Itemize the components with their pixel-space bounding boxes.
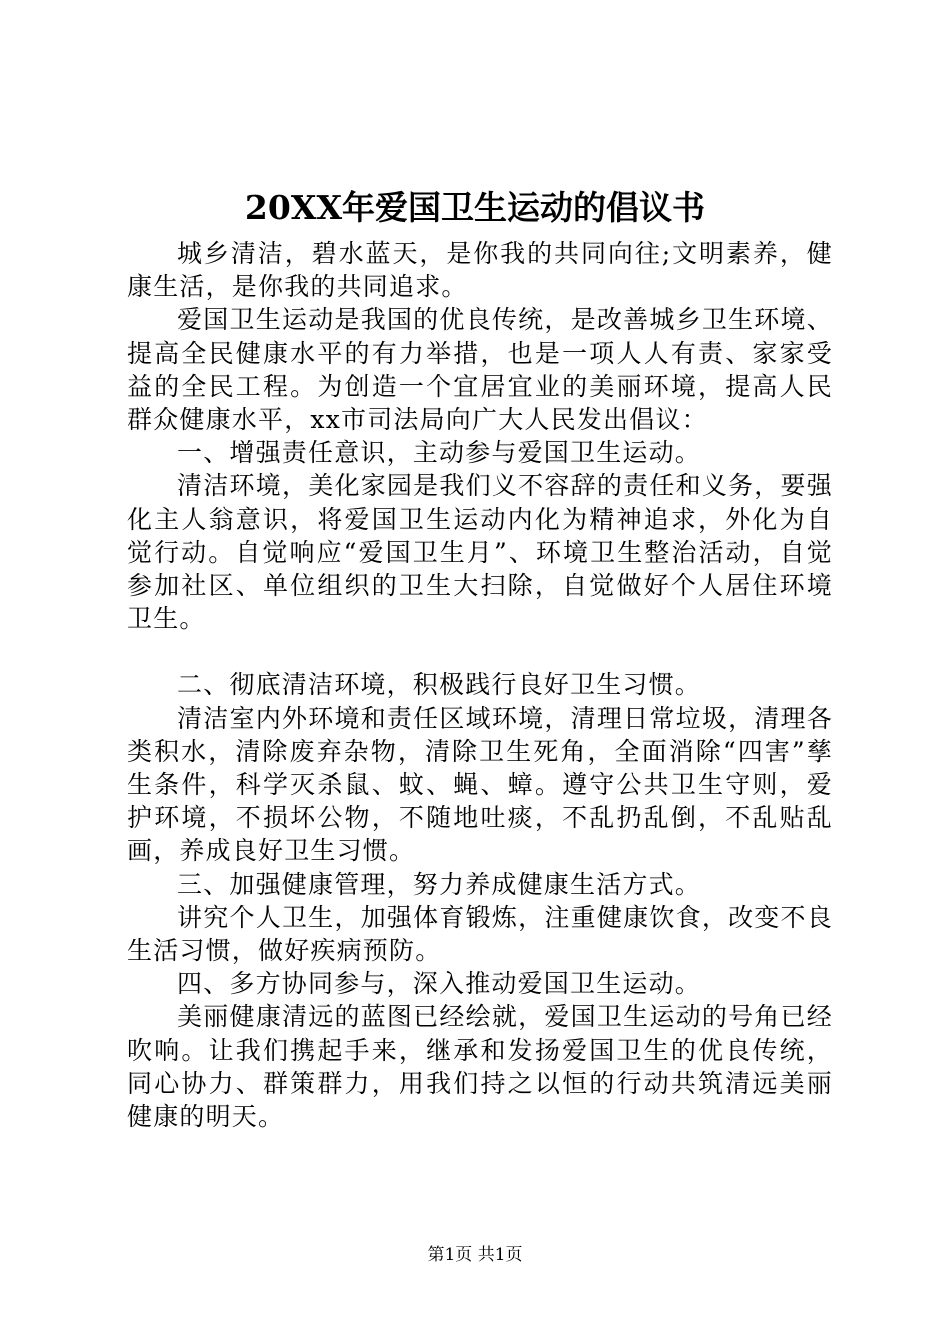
heading-section-3: 三、加强健康管理，努力养成健康生活方式。 [177,869,702,899]
paragraph-section-2: 清洁室内外环境和责任区域环境，清理日常垃圾，清理各类积水，清除废弃杂物，清除卫生死角，全面消除“四害”孳生条件，科学灭杀鼠、蚊、蝇、蟑。遵守公共卫生守则，爱护环境，不损坏公物，不随地吐痰，不乱扔乱倒，不乱贴乱画，养成良好卫生习惯。 [127,703,833,866]
heading-section-4: 四、多方协同参与，深入推动爱国卫生运动。 [177,969,702,999]
paragraph-section-1: 清洁环境，美化家园是我们义不容辞的责任和义务，要强化主人翁意识，将爱国卫生运动内化为精神追求，外化为自觉行动。自觉响应“爱国卫生月”、环境卫生整治活动，自觉参加社区、单位组织的卫生大扫除，自觉做好个人居住环境卫生。 [127,471,833,634]
page-footer: 第1页 共1页 [427,1245,523,1265]
paragraph-background: 爱国卫生运动是我国的优良传统，是改善城乡卫生环境、提高全民健康水平的有力举措，也是一项人人有责、家家受益的全民工程。为创造一个宜居宜业的美丽环境，提高人民群众健康水平，xx市司法局向广大人民发出倡议： [127,305,833,435]
paragraph-section-3: 讲究个人卫生，加强体育锻炼，注重健康饮食，改变不良生活习惯，做好疾病预防。 [127,902,833,966]
paragraph-closing: 美丽健康清远的蓝图已经绘就，爱国卫生运动的号角已经吹响。让我们携起手来，继承和发扬爱国卫生的优良传统，同心协力、群策群力，用我们持之以恒的行动共筑清远美丽健康的明天。 [127,1002,833,1132]
document-title: 20XX年爱国卫生运动的倡议书 [244,188,706,227]
document-body [127,237,833,1133]
heading-section-1: 一、增强责任意识，主动参与爱国卫生运动。 [177,438,702,468]
paragraph-intro: 城乡清洁，碧水蓝天，是你我的共同向往;文明素养，健康生活，是你我的共同追求。 [127,239,833,302]
heading-section-2: 二、彻底清洁环境，积极践行良好卫生习惯。 [177,670,702,700]
